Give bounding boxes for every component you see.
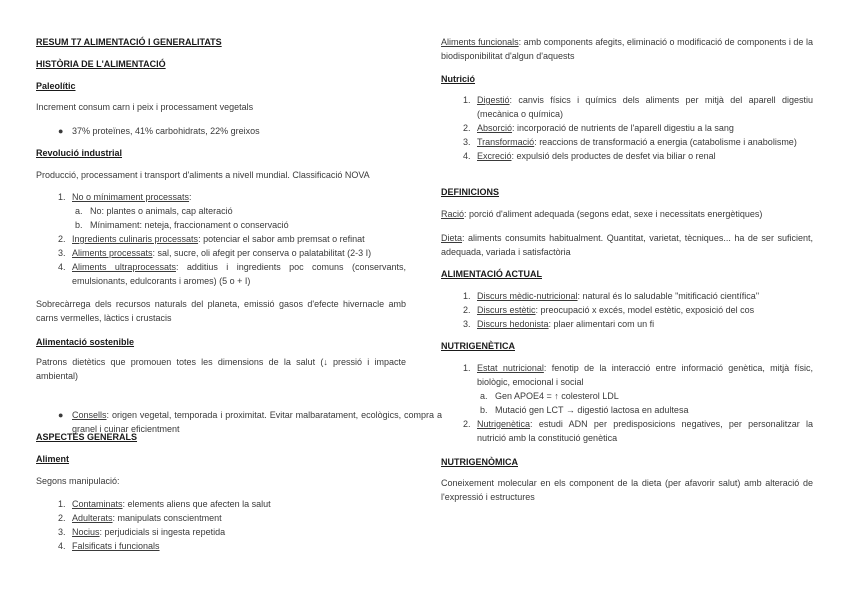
definition-racio — [441, 207, 813, 221]
list-number: 3. — [463, 137, 471, 147]
bullet-text: : origen vegetal, temporada i proximitat. Evitar malbaratament, ecològics, compra a granel i cuinar eficientment — [72, 410, 442, 434]
list-item — [36, 232, 406, 246]
list-text: : incorporació de nutrients de l'aparell digestiu a la sang — [512, 123, 734, 133]
sub-text: Mínimament: neteja, fraccionament o conservació — [90, 220, 289, 230]
bullet-term: Consells — [72, 410, 107, 420]
list-item — [441, 135, 813, 149]
list-term: Ingredients culinaris processats — [72, 234, 199, 244]
list-item — [441, 93, 813, 121]
paragraph: Increment consum carn i peix i processament vegetals — [36, 102, 254, 112]
list-term: Discurs estètic — [477, 305, 536, 315]
section-heading-nutrigenomics: NUTRIGENÒMICA — [441, 457, 518, 467]
list-term: Nocius — [72, 527, 100, 537]
list-item — [36, 525, 406, 539]
nutrigenetics-list — [441, 361, 813, 445]
sub-letter: b. — [75, 220, 83, 230]
list-item — [441, 417, 813, 445]
list-term: Nutrigenètica — [477, 419, 531, 429]
definition-dieta — [441, 231, 813, 259]
list-term: Excreció — [477, 151, 512, 161]
bullet-item — [36, 124, 442, 138]
text: : aliments consumits habitualment. Quantitat, varietat, tècniques... ha de ser suficient, adequada, variada i satisfactòria — [441, 233, 813, 257]
list-text: : — [189, 192, 192, 202]
subheading-paleolithic: Paleolític — [36, 81, 76, 91]
section-heading-definitions: DEFINICIONS — [441, 187, 500, 197]
manipulation-list — [36, 497, 406, 553]
list-text: : potenciar el sabor amb premsat o refinat — [198, 234, 365, 244]
list-number: 2. — [463, 305, 471, 315]
list-number: 1. — [463, 291, 471, 301]
sub-text: Gen APOE4 = ↑ colesterol LDL — [495, 391, 619, 401]
list-text: : preocupació x excés, model estètic, exposició del cos — [535, 305, 755, 315]
text: : amb components afegits, eliminació o modificació de components i de la biodisponibilitat d'algun d'aquests — [441, 37, 813, 61]
list-number: 1. — [463, 363, 471, 373]
list-text: : reaccions de transformació a energia (catabolisme i anabolisme) — [534, 137, 797, 147]
list-item — [441, 361, 813, 389]
list-term: Discurs mèdic-nutricional — [477, 291, 578, 301]
list-number: 3. — [58, 248, 66, 258]
section-heading-nutrigenetics: NUTRIGENÈTICA — [441, 341, 515, 351]
subheading-industrial: Revolució industrial — [36, 148, 123, 158]
sub-letter: a. — [480, 391, 488, 401]
list-number: 2. — [463, 419, 471, 429]
list-text: : expulsió dels productes de desfet via biliar o renal — [511, 151, 716, 161]
paragraph: Producció, processament i transport d'aliments a nivell mundial. Classificació NOVA — [36, 170, 370, 180]
list-term: Transformació — [477, 137, 535, 147]
list-item — [441, 303, 813, 317]
subheading-sustainable: Alimentació sostenible — [36, 337, 135, 347]
sub-item — [441, 389, 813, 403]
list-item — [36, 260, 406, 288]
list-number: 2. — [463, 123, 471, 133]
list-term: Aliments processats — [72, 248, 153, 258]
subheading-aliment: Aliment — [36, 454, 70, 464]
list-number: 1. — [58, 192, 66, 202]
term: Ració — [441, 209, 465, 219]
list-term: Falsificats i funcionals — [72, 541, 160, 551]
list-text: : natural és lo saludable "mitificació científica" — [577, 291, 760, 301]
list-number: 1. — [463, 95, 471, 105]
list-item — [441, 289, 813, 303]
list-text: : estudi ADN per predisposicions negatives, per personalitzar la nutrició amb la constitució genètica — [477, 419, 813, 443]
list-term: Absorció — [477, 123, 513, 133]
list-item — [36, 511, 406, 525]
list-item — [36, 497, 406, 511]
sub-item — [36, 218, 406, 232]
paragraph: Coneixement molecular en els component de la dieta (per afavorir salut) amb alteració de l'expressió i estructures — [441, 478, 813, 502]
list-term: Adulterats — [72, 513, 113, 523]
list-number: 2. — [58, 513, 66, 523]
list-number: 2. — [58, 234, 66, 244]
sub-item — [36, 204, 406, 218]
sub-letter: a. — [75, 206, 83, 216]
term: Dieta — [441, 233, 463, 243]
section-heading-history: HISTÒRIA DE L'ALIMENTACIÓ — [36, 59, 166, 69]
list-item — [36, 539, 406, 553]
paragraph: Sobrecàrrega dels recursos naturals del planeta, emissió gasos d'efecte hivernacle amb carns vermelles, làctics i crustacis — [36, 299, 406, 323]
list-item — [441, 317, 813, 331]
list-text: : elements aliens que afecten la salut — [122, 499, 271, 509]
list-term: No o mínimament processats — [72, 192, 190, 202]
list-term: Aliments ultraprocessats — [72, 262, 176, 272]
sub-item — [441, 403, 813, 417]
list-item — [36, 190, 406, 204]
nova-list — [36, 190, 406, 288]
document-title: RESUM T7 ALIMENTACIÓ I GENERALITATS — [36, 37, 222, 47]
sub-letter: b. — [480, 405, 488, 415]
list-number: 3. — [463, 319, 471, 329]
list-item — [441, 149, 813, 163]
paragraph: Segons manipulació: — [36, 476, 120, 486]
list-number: 1. — [58, 499, 66, 509]
list-term: Digestió — [477, 95, 510, 105]
list-term: Contaminats — [72, 499, 123, 509]
list-text: : canvis físics i químics dels aliments per mitjà del aparell digestiu (mecànica o química) — [477, 95, 813, 119]
sub-text: No: plantes o animals, cap alteració — [90, 206, 233, 216]
section-heading-current: ALIMENTACIÓ ACTUAL — [441, 269, 542, 279]
list-text: : perjudicials si ingesta repetida — [99, 527, 226, 537]
list-number: 4. — [58, 541, 66, 551]
list-item — [441, 121, 813, 135]
paragraph-functional — [441, 35, 813, 63]
text: : porció d'aliment adequada (segons edat, sexe i necessitats energètiques) — [464, 209, 763, 219]
section-heading-general: ASPECTES GENERALS — [36, 432, 138, 442]
list-text: : fenotip de la interacció entre informació genètica, mitjà físic, biològic, emocional i social — [477, 363, 813, 387]
list-term: Estat nutricional — [477, 363, 544, 373]
list-item — [36, 246, 406, 260]
list-text: : plaer alimentari com un fi — [548, 319, 655, 329]
paragraph: Patrons dietètics que promouen totes les dimensions de la salut (↓ pressió i impacte ambiental) — [36, 357, 406, 381]
list-number: 4. — [58, 262, 66, 272]
term: Aliments funcionals — [441, 37, 519, 47]
list-term: Discurs hedonista — [477, 319, 549, 329]
subheading-nutrition: Nutrició — [441, 74, 476, 84]
list-number: 4. — [463, 151, 471, 161]
list-text: : manipulats conscientment — [112, 513, 222, 523]
nutrition-list — [441, 93, 813, 163]
bullet-icon: ● — [58, 410, 64, 420]
list-text: : additius i ingredients poc comuns (conservants, emulsionants, edulcorants i aromes) (5 o + I) — [72, 262, 406, 286]
bullet-icon: ● — [58, 126, 64, 136]
list-text: : sal, sucre, oli afegit per conserva o palatabilitat (2-3 I) — [152, 248, 372, 258]
current-list — [441, 289, 813, 331]
sub-text: Mutació gen LCT → digestió lactosa en adultesa — [495, 405, 689, 415]
list-number: 3. — [58, 527, 66, 537]
bullet-text: 37% proteïnes, 41% carbohidrats, 22% greixos — [72, 126, 260, 136]
